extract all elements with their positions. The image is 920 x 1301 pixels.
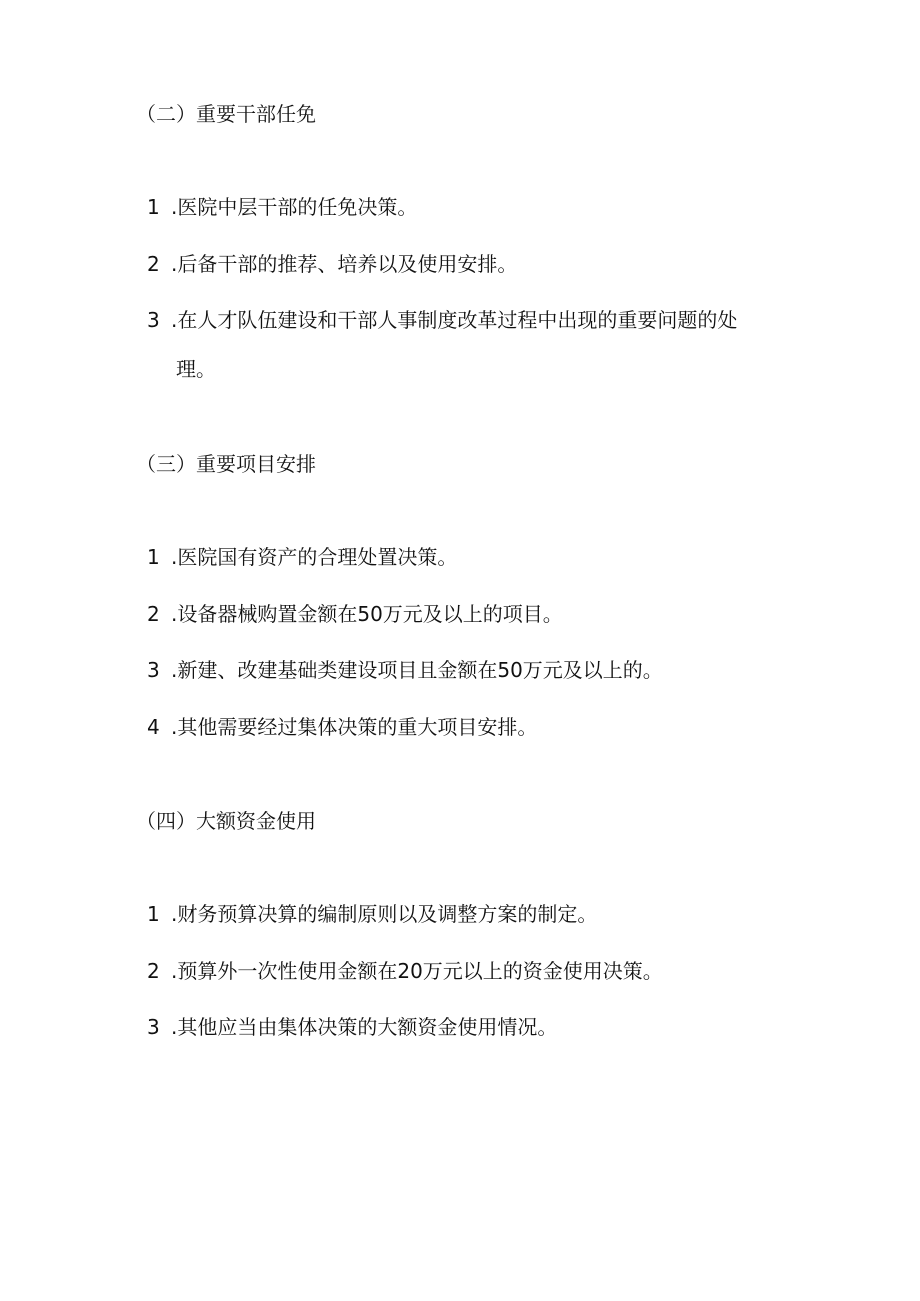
item-number: 3 <box>147 308 160 332</box>
item-number: 2 <box>147 252 160 276</box>
item-text: .预算外一次性使用金额在20万元以上的资金使用决策。 <box>171 959 663 983</box>
item-text: .后备干部的推荐、培养以及使用安排。 <box>171 252 518 276</box>
item-number: 4 <box>147 715 160 739</box>
list-item <box>147 1013 557 1041</box>
item-number: 1 <box>147 902 160 926</box>
item-text: .新建、改建基础类建设项目且金额在50万元及以上的。 <box>171 658 663 682</box>
list-item <box>147 193 417 221</box>
list-item <box>147 600 563 628</box>
item-number: 3 <box>147 658 160 682</box>
list-item <box>147 656 663 684</box>
section-heading: （三）重要项目安排 <box>136 452 316 476</box>
item-text: .财务预算决算的编制原则以及调整方案的制定。 <box>171 902 598 926</box>
list-item <box>147 713 537 741</box>
item-number: 1 <box>147 195 160 219</box>
item-text: .在人才队伍建设和干部人事制度改革过程中出现的重要问题的处 <box>171 308 738 332</box>
item-text: .医院中层干部的任免决策。 <box>171 195 418 219</box>
item-text: .医院国有资产的合理处置决策。 <box>171 545 458 569</box>
list-item <box>147 900 597 928</box>
item-text: .设备器械购置金额在50万元及以上的项目。 <box>171 602 563 626</box>
item-number: 1 <box>147 545 160 569</box>
item-number: 3 <box>147 1015 160 1039</box>
list-item <box>147 306 737 334</box>
item-number: 2 <box>147 959 160 983</box>
section-heading: （四）大额资金使用 <box>136 809 316 833</box>
list-item <box>147 250 517 278</box>
section-heading: （二）重要干部任免 <box>136 102 316 126</box>
item-text-continuation: 理。 <box>176 357 216 381</box>
list-item <box>147 543 457 571</box>
item-text: .其他需要经过集体决策的重大项目安排。 <box>171 715 538 739</box>
item-text: .其他应当由集体决策的大额资金使用情况。 <box>171 1015 558 1039</box>
item-number: 2 <box>147 602 160 626</box>
list-item <box>147 957 663 985</box>
